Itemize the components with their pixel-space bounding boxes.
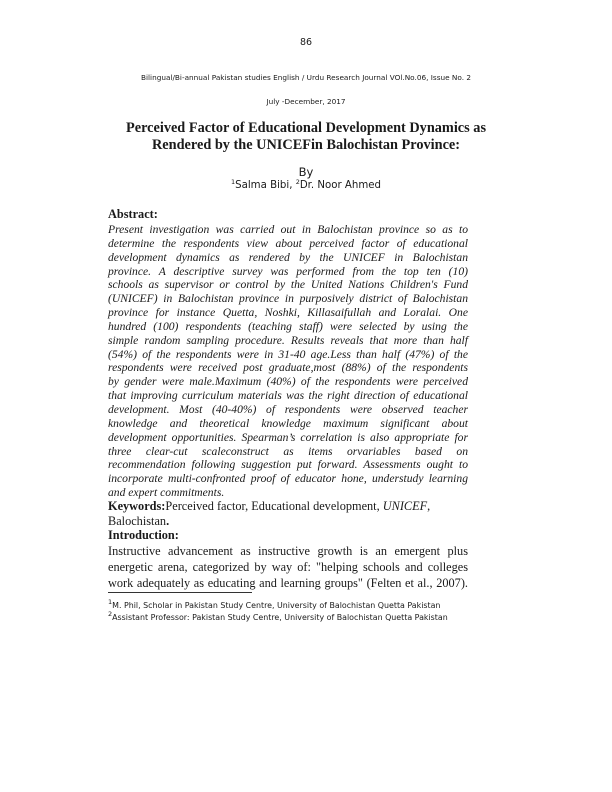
abstract-heading: Abstract: [108,207,158,221]
introduction-line: work adequately as educating and learning groups" (Felten et al., 2007). [108,576,468,590]
abstract-line: determine the respondents view about perceived factor of educational [108,236,468,250]
abstract-line: province for instance Quetta, Noshki, Killasaifullah and Loralai. One [108,306,468,320]
abstract-line: development dynamics as rendered by the UNICEF in Balochistan [108,250,468,264]
journal-header: Bilingual/Bi-annual Pakistan studies English / Urdu Research Journal VOl.No.06, Issue No. 2 [140,73,472,82]
author-2-marker: 2 [295,178,300,186]
keywords-comma: , [427,499,431,513]
abstract-line: development. Most (40-40%) of respondents were observed teacher [108,402,468,416]
footnote-2 [108,612,448,623]
abstract-line: schools as supervisor or control by the United Nations Children's Fund [108,278,468,292]
introduction-line: Instructive advancement as instructive growth is an emergent plus [108,544,468,558]
footnote-1 [108,600,440,611]
abstract-line: province. A descriptive survey was performed from the top ten (10) [108,264,468,278]
keywords-period: . [166,514,170,528]
abstract-line: recommendation following suggestion put forward. Assessments ought to [108,458,468,472]
footnote-2-marker: 2 [108,610,113,618]
abstract-line: simple random sampling procedure. Results reveals that more than half [108,333,468,347]
author-list [0,180,612,191]
author-1-name: Salma Bibi, [235,180,296,191]
byline: By [298,165,314,179]
abstract-line: (54%) of the respondents were in 31-40 age.Less than half (47%) of the [108,347,468,361]
abstract-line: development opportunities. Spearman’s correlation is also appropriate for [108,430,468,444]
title-line-1: Perceived Factor of Educational Development Dynamics as [125,120,487,136]
page-number: 86 [299,37,313,48]
abstract-line: (UNICEF) in Balochistan province in purposively district of Balochistan [108,292,468,306]
abstract-line: Present investigation was carried out in Balochistan province so as to [108,223,468,236]
introduction-heading: Introduction: [108,528,179,542]
author-2-name: Dr. Noor Ahmed [299,180,381,191]
paper-title [90,120,522,154]
title-line-2: Rendered by the UNICEFin Balochistan Province: [151,137,461,153]
abstract-line: hundred (100) respondents (teaching staff) were selected by using the [108,319,468,333]
abstract-line: by gender were male.Maximum (40%) of the respondents were perceived [108,375,468,389]
footnote-divider [108,592,252,593]
abstract-line: and expert commitments. [108,486,225,499]
introduction-line: energetic arena, categorized by way of: "helping schools and colleges [108,560,468,574]
abstract-line: incorporate multi-confronted proof of educator hone, understudy learning [108,472,468,486]
abstract-line: three clear-cut scaleconstruct as items orvariables based on [108,444,468,458]
abstract-line: that improving curriculum materials was the right direction of educational [108,389,468,403]
keywords [108,499,468,514]
issue-date: July -December, 2017 [266,97,346,106]
keywords-balochistan: Balochistan [108,514,167,528]
keywords-text: Perceived factor, Educational development, [165,499,383,513]
author-1-marker: 1 [231,178,236,186]
keywords-label: Keywords: [108,499,166,513]
footnote-2-text: Assistant Professor: Pakistan Study Centre, University of Balochistan Quetta Pakistan [112,613,448,622]
abstract-line: knowledge and theoretical knowledge maximum significant about [108,416,468,430]
footnote-1-text: M. Phil, Scholar in Pakistan Study Centre, University of Balochistan Quetta Pakistan [112,601,441,610]
keywords-unicef: UNICEF [382,499,428,513]
abstract-line: respondents were received post graduate,most (88%) of the respondents [108,361,468,375]
keywords-continued [108,514,169,529]
footnote-1-marker: 1 [108,598,113,606]
